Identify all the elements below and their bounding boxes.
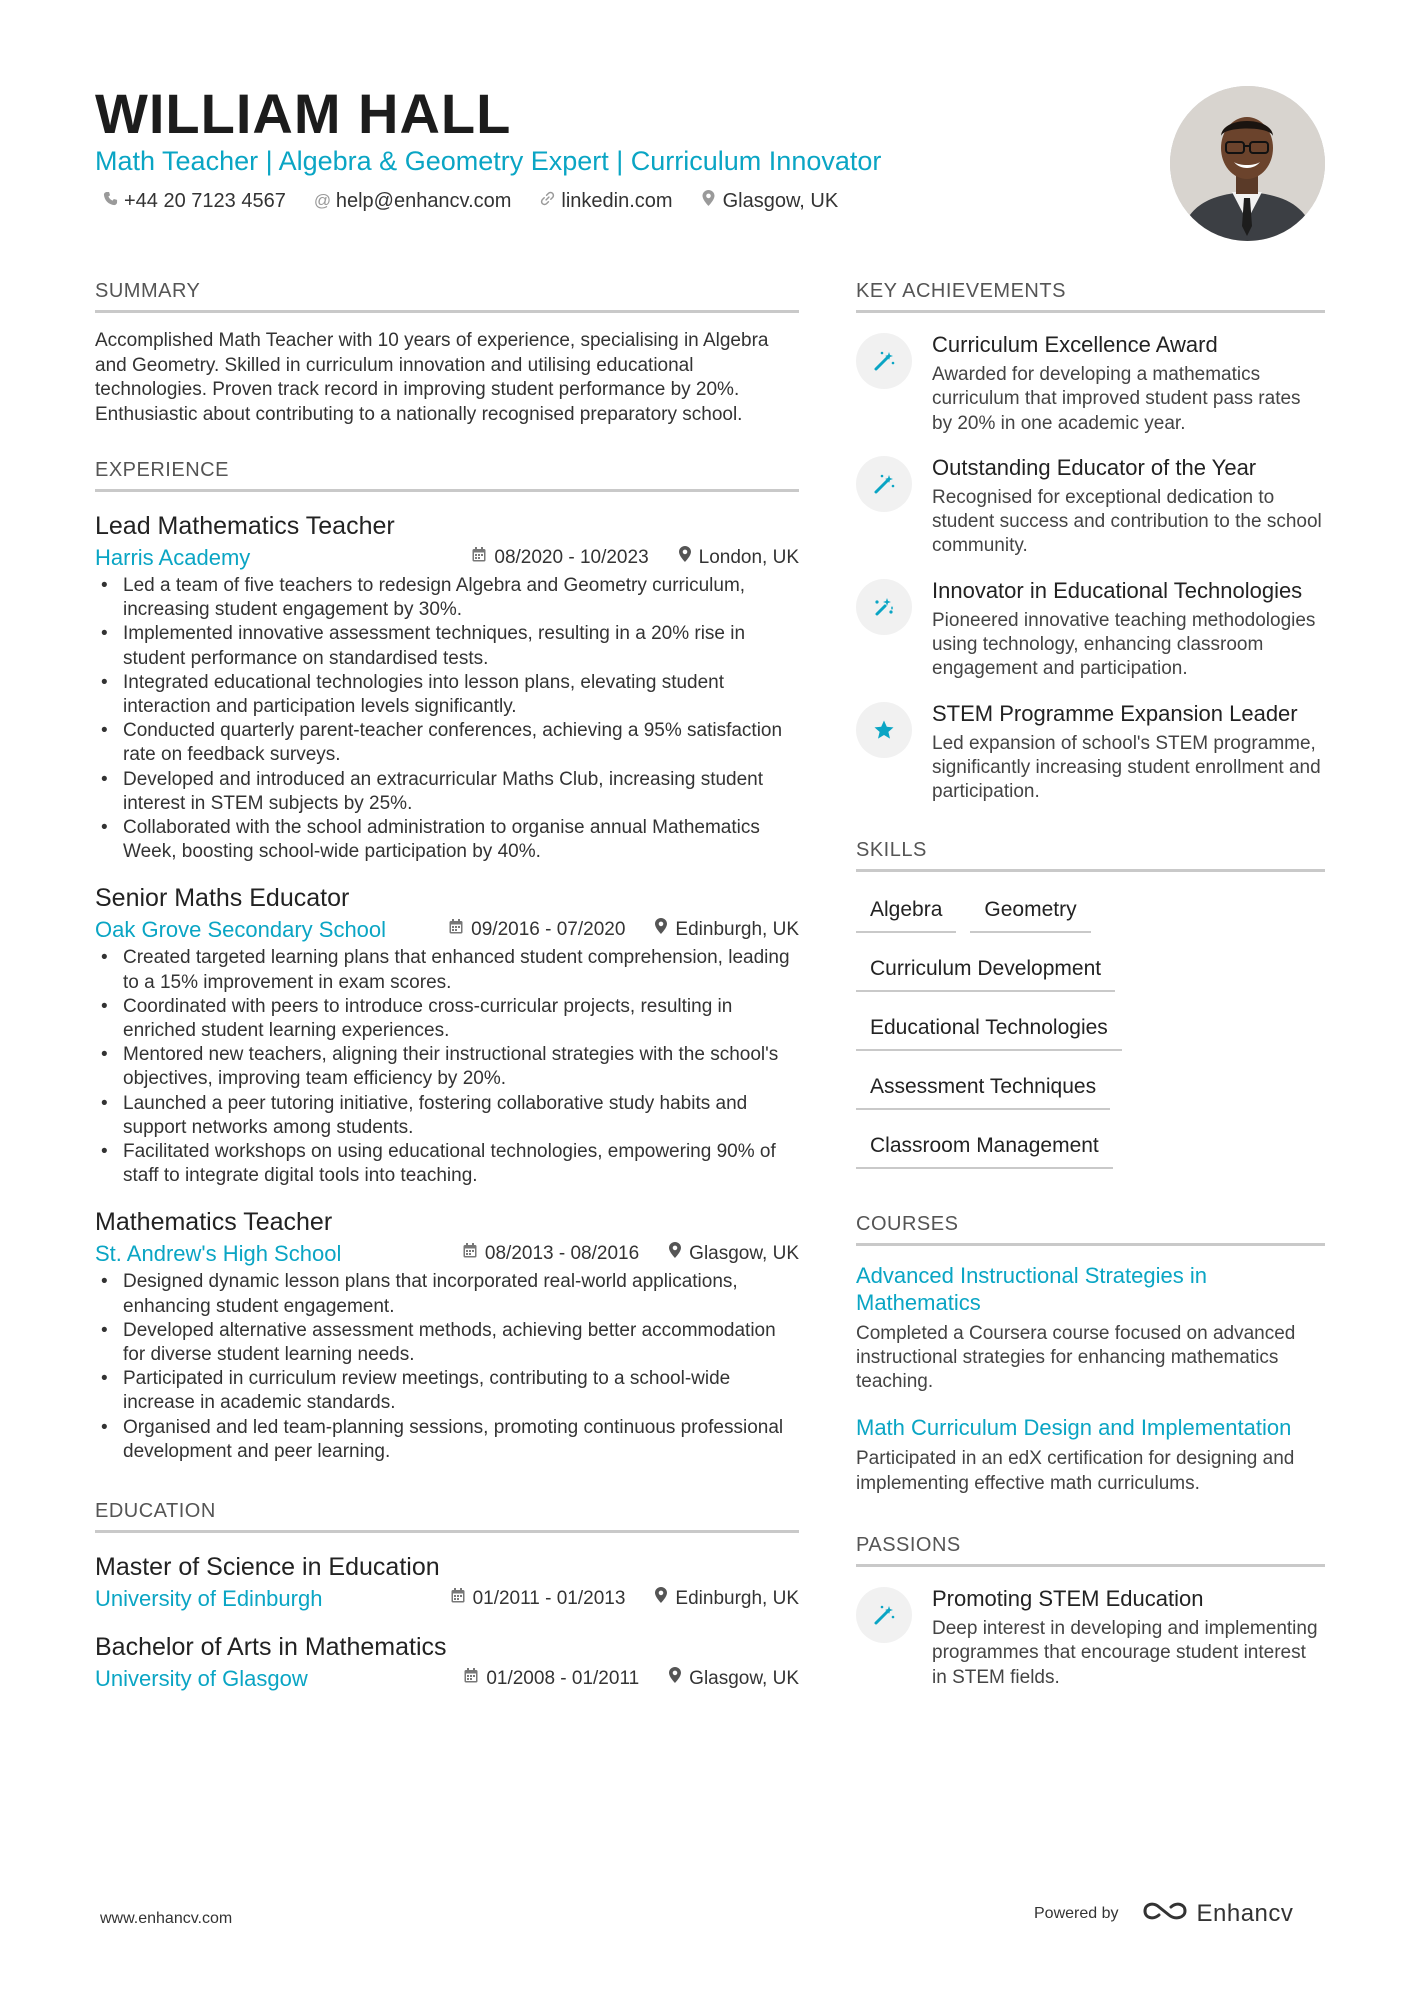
- skill-tag: Algebra: [856, 890, 956, 933]
- achievement-item: [856, 700, 1325, 805]
- job-bullets: [95, 574, 799, 864]
- education-date-location: [451, 1585, 799, 1613]
- job-bullet: • Integrated educational technologies into lesson plans, elevating student interaction and participation levels significantly.: [95, 671, 799, 719]
- achievement-item: [856, 577, 1325, 682]
- courses-section: [856, 1211, 1325, 1496]
- passion-title: Promoting STEM Education: [932, 1586, 1204, 1612]
- job-bullet: • Conducted quarterly parent-teacher conferences, achieving a 95% satisfaction rate on feedback surveys.: [95, 719, 799, 767]
- achievement-desc: Recognised for exceptional dedication to student success and contribution to the school community.: [932, 486, 1322, 557]
- skill-tag: Assessment Techniques: [856, 1067, 1110, 1110]
- job-bullet: • Launched a peer tutoring initiative, fostering collaborative study habits and support networks among students.: [95, 1092, 799, 1140]
- course-item: [856, 1262, 1325, 1395]
- contact-location-text: Glasgow, UK: [722, 190, 839, 212]
- summary-heading: SUMMARY: [95, 278, 799, 313]
- courses-heading: COURSES: [856, 1211, 1325, 1246]
- job-meta: [95, 544, 799, 572]
- school-name: University of Edinburgh: [95, 1586, 323, 1612]
- job-date-location: [472, 544, 799, 572]
- achievement-title: Curriculum Excellence Award: [932, 332, 1218, 357]
- achievement-item: [856, 454, 1325, 559]
- sparkle-wand-icon: [856, 579, 912, 635]
- school-name: University of Glasgow: [95, 1666, 308, 1692]
- education-dates: 01/2011 - 01/2013: [472, 1588, 626, 1610]
- skill-tag: Educational Technologies: [856, 1008, 1122, 1051]
- calendar-icon: [451, 1585, 465, 1613]
- job-bullet: • Designed dynamic lesson plans that incorporated real-world applications, enhancing student engagement.: [95, 1270, 799, 1318]
- right-column: [856, 278, 1325, 1690]
- job-organization: Harris Academy: [95, 545, 251, 570]
- education-meta: [95, 1665, 799, 1693]
- experience-heading: EXPERIENCE: [95, 457, 799, 492]
- education-section: [95, 1498, 799, 1693]
- phone-icon: [102, 188, 118, 214]
- job-meta: [95, 916, 799, 944]
- summary-section: [95, 278, 799, 427]
- calendar-icon: [449, 916, 463, 944]
- job-title: Lead Mathematics Teacher: [95, 512, 395, 540]
- education-entry: [95, 1551, 799, 1613]
- skill-tag: Geometry: [970, 890, 1090, 933]
- location-icon: [655, 1585, 667, 1613]
- job-location: London, UK: [698, 547, 799, 568]
- job-date-location: [449, 916, 799, 944]
- job-dates: 08/2020 - 10/2023: [494, 547, 649, 568]
- contact-bar: [102, 188, 866, 214]
- job-location: Edinburgh, UK: [675, 919, 799, 941]
- achievement-title: STEM Programme Expansion Leader: [932, 700, 1298, 726]
- passion-desc: Deep interest in developing and implementing programmes that encourage student interest in STEM fields.: [932, 1618, 1318, 1688]
- footer-branding[interactable]: [1034, 1898, 1293, 1929]
- passions-heading: PASSIONS: [856, 1532, 1325, 1567]
- powered-by-label: Powered by: [1034, 1904, 1119, 1922]
- course-title[interactable]: Math Curriculum Design and Implementation: [856, 1415, 1292, 1441]
- left-column: [95, 278, 799, 1693]
- brand-name: Enhancv: [1196, 1899, 1294, 1927]
- achievements-heading: KEY ACHIEVEMENTS: [856, 278, 1325, 313]
- experience-section: [95, 457, 799, 1464]
- profile-photo: [1170, 86, 1325, 241]
- job-location: Glasgow, UK: [689, 1243, 799, 1265]
- course-desc: Completed a Coursera course focused on advanced instructional strategies for enhancing mathematics teaching.: [856, 1322, 1296, 1393]
- at-icon: @: [313, 191, 332, 210]
- passion-item: [856, 1585, 1325, 1690]
- candidate-name: WILLIAM HALL: [95, 82, 512, 145]
- job-entry: [95, 510, 799, 864]
- calendar-icon: [472, 544, 486, 572]
- course-title[interactable]: Advanced Instructional Strategies in Mathematics: [856, 1262, 1207, 1315]
- magic-wand-icon: [856, 1587, 912, 1643]
- job-bullet: • Organised and led team-planning sessions, promoting continuous professional development and peer learning.: [95, 1416, 799, 1464]
- job-bullet: • Created targeted learning plans that enhanced student comprehension, leading to a 15% improvement in exam scores.: [95, 946, 799, 994]
- skills-heading: SKILLS: [856, 837, 1325, 872]
- education-entry: [95, 1631, 799, 1693]
- contact-linkedin-text: linkedin.com: [561, 190, 673, 212]
- job-entry: [95, 1206, 799, 1464]
- education-date-location: [464, 1665, 799, 1693]
- job-title: Senior Maths Educator: [95, 884, 350, 913]
- job-meta: [95, 1240, 799, 1268]
- job-organization: St. Andrew's High School: [95, 1241, 342, 1267]
- job-dates: 09/2016 - 07/2020: [471, 919, 626, 941]
- contact-phone[interactable]: [102, 188, 286, 214]
- job-title: Mathematics Teacher: [95, 1208, 333, 1237]
- education-heading: EDUCATION: [95, 1498, 799, 1533]
- candidate-title: Math Teacher | Algebra & Geometry Expert | Curriculum Innovator: [95, 146, 882, 176]
- job-date-location: [463, 1240, 799, 1268]
- contact-linkedin[interactable]: [539, 188, 672, 214]
- calendar-icon: [464, 1665, 478, 1693]
- location-icon: [679, 544, 691, 572]
- achievement-title: Innovator in Educational Technologies: [932, 577, 1303, 603]
- enhancv-logo-icon: [1141, 1898, 1189, 1929]
- skill-tag: Classroom Management: [856, 1126, 1113, 1169]
- location-icon: [669, 1240, 681, 1268]
- location-icon: [701, 188, 717, 214]
- job-bullet: • Mentored new teachers, aligning their instructional strategies with the school's objectives, improving team efficiency by 20%.: [95, 1043, 799, 1091]
- skills-list: [856, 890, 1325, 1185]
- job-bullets: [95, 946, 799, 1188]
- location-icon: [655, 916, 667, 944]
- contact-email-text: help@enhancv.com: [335, 190, 512, 212]
- contact-location: [701, 188, 839, 214]
- job-bullets: [95, 1270, 799, 1464]
- contact-email[interactable]: [314, 188, 512, 214]
- calendar-icon: [463, 1240, 477, 1268]
- job-bullet: • Led a team of five teachers to redesign Algebra and Geometry curriculum, increasing student engagement by 30%.: [95, 574, 799, 622]
- job-bullet: • Coordinated with peers to introduce cross-curricular projects, resulting in enriched student learning experiences.: [95, 995, 799, 1043]
- achievement-desc: Awarded for developing a mathematics curriculum that improved student pass rates by 20% in one academic year.: [932, 364, 1301, 434]
- location-icon: [669, 1665, 681, 1693]
- achievement-title: Outstanding Educator of the Year: [932, 454, 1257, 480]
- job-bullet: • Developed alternative assessment methods, achieving better accommodation for diverse student learning needs.: [95, 1319, 799, 1367]
- job-bullet: • Developed and introduced an extracurricular Maths Club, increasing student interest in STEM subjects by 25%.: [95, 768, 799, 816]
- job-bullet: • Implemented innovative assessment techniques, resulting in a 20% rise in student performance on standardised tests.: [95, 622, 799, 670]
- achievement-desc: Led expansion of school's STEM programme, significantly increasing student enrollment and participation.: [932, 732, 1321, 803]
- contact-phone-text: +44 20 7123 4567: [124, 190, 286, 212]
- summary-text: Accomplished Math Teacher with 10 years of experience, specialising in Algebra and Geometry. Skilled in curriculum innovation and utilising educational technologies. Proven track record in improving student performance by 20%. Enthusiastic about contributing to a nationally recognised preparatory school.: [95, 330, 769, 425]
- job-entry: [95, 882, 799, 1188]
- skills-section: [856, 837, 1325, 1185]
- skill-tag: Curriculum Development: [856, 949, 1115, 992]
- education-location: Glasgow, UK: [689, 1668, 799, 1690]
- job-organization: Oak Grove Secondary School: [95, 917, 387, 943]
- degree-title: Bachelor of Arts in Mathematics: [95, 1633, 447, 1662]
- course-desc: Participated in an edX certification for designing and implementing effective math curriculums.: [856, 1448, 1295, 1494]
- footer-website[interactable]: www.enhancv.com: [100, 1910, 233, 1927]
- achievement-item: [856, 331, 1325, 436]
- job-bullet: • Facilitated workshops on using educational technologies, empowering 90% of staff to integrate digital tools into teaching.: [95, 1140, 799, 1188]
- course-item: [856, 1414, 1325, 1496]
- job-bullet: • Collaborated with the school administration to organise annual Mathematics Week, boosting school-wide participation by 40%.: [95, 816, 799, 864]
- magic-wand-icon: [856, 456, 912, 512]
- achievements-section: [856, 278, 1325, 805]
- magic-wand-icon: [856, 333, 912, 389]
- education-meta: [95, 1585, 799, 1613]
- degree-title: Master of Science in Education: [95, 1553, 440, 1582]
- education-location: Edinburgh, UK: [675, 1588, 799, 1610]
- star-icon: [856, 702, 912, 758]
- link-icon: [539, 188, 555, 214]
- passions-section: [856, 1532, 1325, 1690]
- education-dates: 01/2008 - 01/2011: [486, 1668, 640, 1690]
- achievement-desc: Pioneered innovative teaching methodologies using technology, enhancing classroom engagement and participation.: [932, 609, 1316, 680]
- job-bullet: • Participated in curriculum review meetings, contributing to a school-wide increase in academic standards.: [95, 1367, 799, 1415]
- job-dates: 08/2013 - 08/2016: [484, 1243, 640, 1265]
